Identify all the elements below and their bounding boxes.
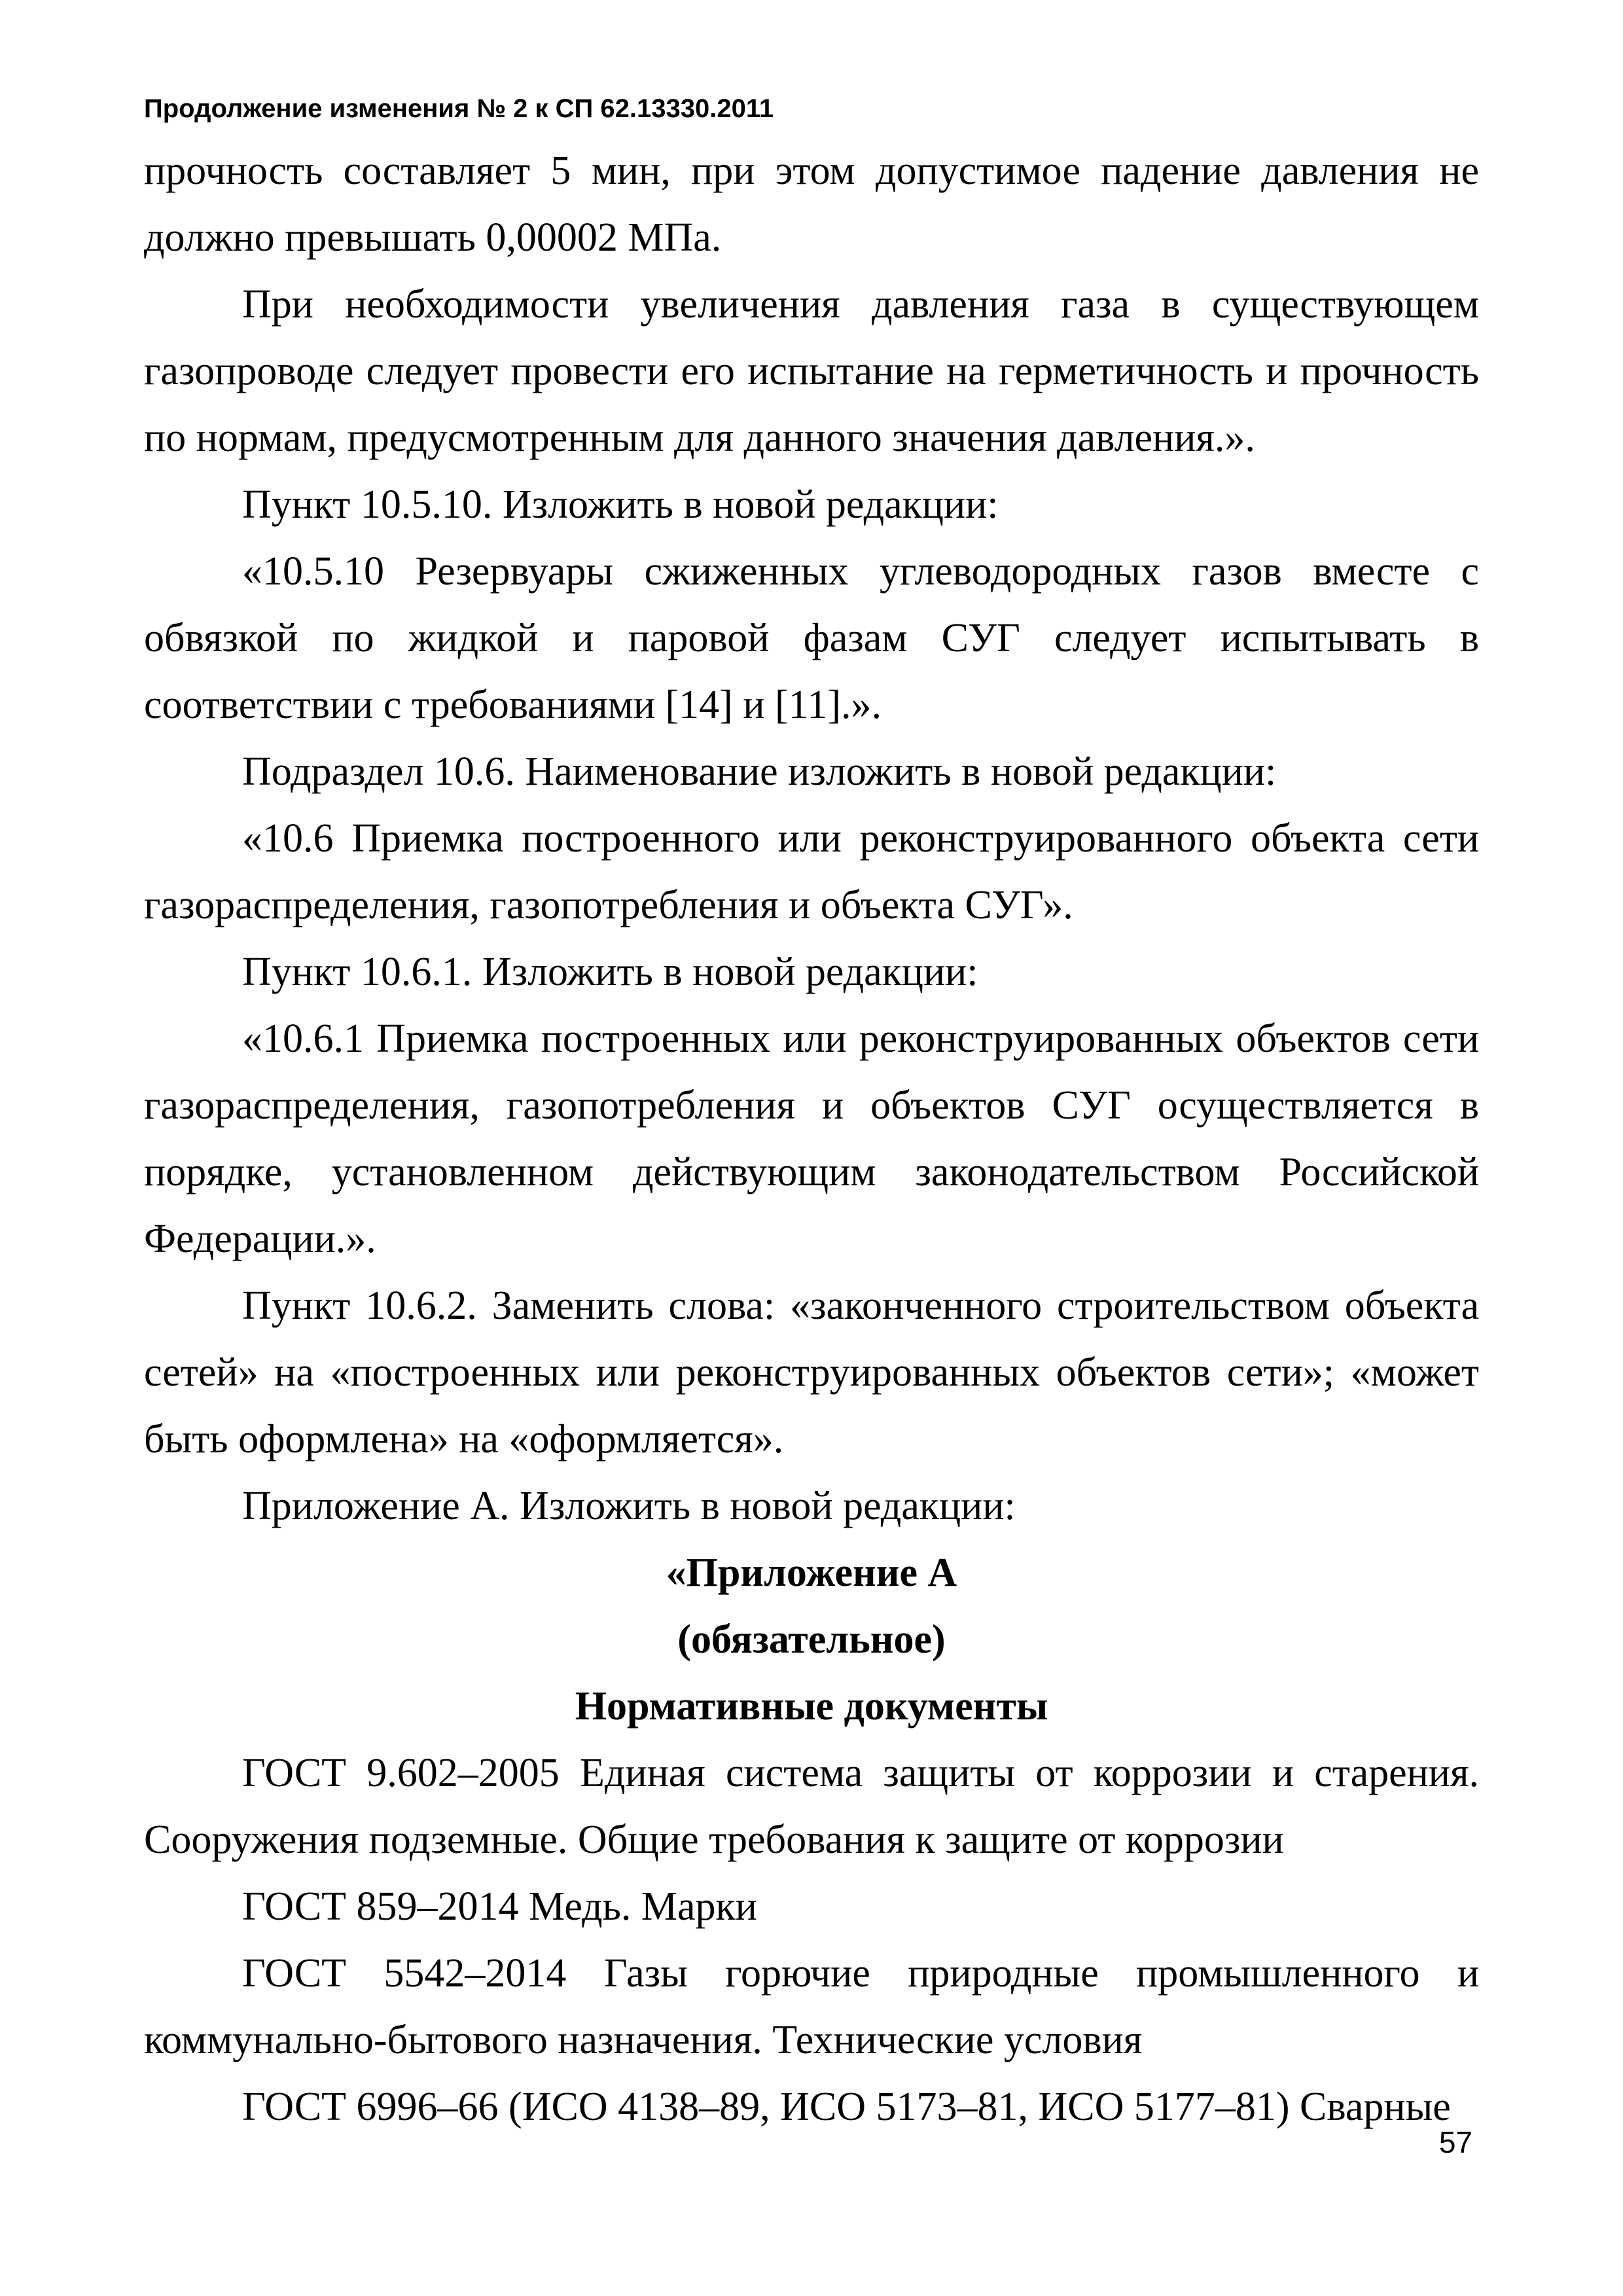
paragraph-item-10-6-1: Пункт 10.6.1. Изложить в новой редакции: — [242, 950, 978, 994]
reference-gost-9-602: ГОСТ 9.602–2005 Единая система защиты от коррозии и старения. Сооружения подземные. Общие требования к защите от коррозии — [144, 1751, 1479, 1862]
paragraph-10-6-title: «10.6 Приемка построенного или реконструированного объекта сети газораспределения, газопотребления и объекта СУГ». — [144, 816, 1479, 927]
paragraph-appendix-a-intro: Приложение А. Изложить в новой редакции: — [242, 1484, 1016, 1528]
page-number: 57 — [1438, 2125, 1472, 2159]
reference-gost-6996: ГОСТ 6996–66 (ИСО 4138–89, ИСО 5173–81, ИСО 5177–81) Сварные — [242, 2085, 1451, 2129]
running-header: Продолжение изменения № 2 к СП 62.13330.2011 — [144, 94, 774, 123]
appendix-subtitle: (обязательное) — [677, 1617, 946, 1662]
body-text — [144, 137, 1479, 2140]
paragraph-10-6-1-text: «10.6.1 Приемка построенных или реконструированных объектов сети газораспределения, газопотребления и объектов СУГ осуществляется в порядке, установленном действующим законодательством Российской Федерации.». — [144, 1016, 1479, 1261]
paragraph-pressure-increase: При необходимости увеличения давления газа в существующем газопроводе следует провести его испытание на герметичность и прочность по нормам, предусмотренным для данного значения давления.». — [144, 282, 1479, 460]
appendix-title: «Приложение А — [666, 1551, 957, 1595]
reference-gost-859: ГОСТ 859–2014 Медь. Марки — [242, 1884, 757, 1929]
paragraph-item-10-5-10: Пункт 10.5.10. Изложить в новой редакции: — [242, 482, 999, 527]
paragraph-item-10-6-2: Пункт 10.6.2. Заменить слова: «законченного строительством объекта сетей» на «построенных или реконструированных объектов сети»; «может быть оформлена» на «оформляется». — [144, 1283, 1479, 1462]
paragraph-10-5-10-text: «10.5.10 Резервуары сжиженных углеводородных газов вместе с обвязкой по жидкой и паровой фазам СУГ следует испытывать в соответствии с требованиями [14] и [11].». — [144, 549, 1479, 727]
reference-gost-5542: ГОСТ 5542–2014 Газы горючие природные промышленного и коммунально-бытового назначения. Технические условия — [144, 1951, 1479, 2062]
paragraph-continuation: прочность составляет 5 мин, при этом допустимое падение давления не должно превышать 0,00002 МПа. — [144, 149, 1479, 260]
appendix-heading: Нормативные документы — [575, 1684, 1048, 1729]
paragraph-subsection-10-6: Подраздел 10.6. Наименование изложить в новой редакции: — [242, 749, 1277, 794]
